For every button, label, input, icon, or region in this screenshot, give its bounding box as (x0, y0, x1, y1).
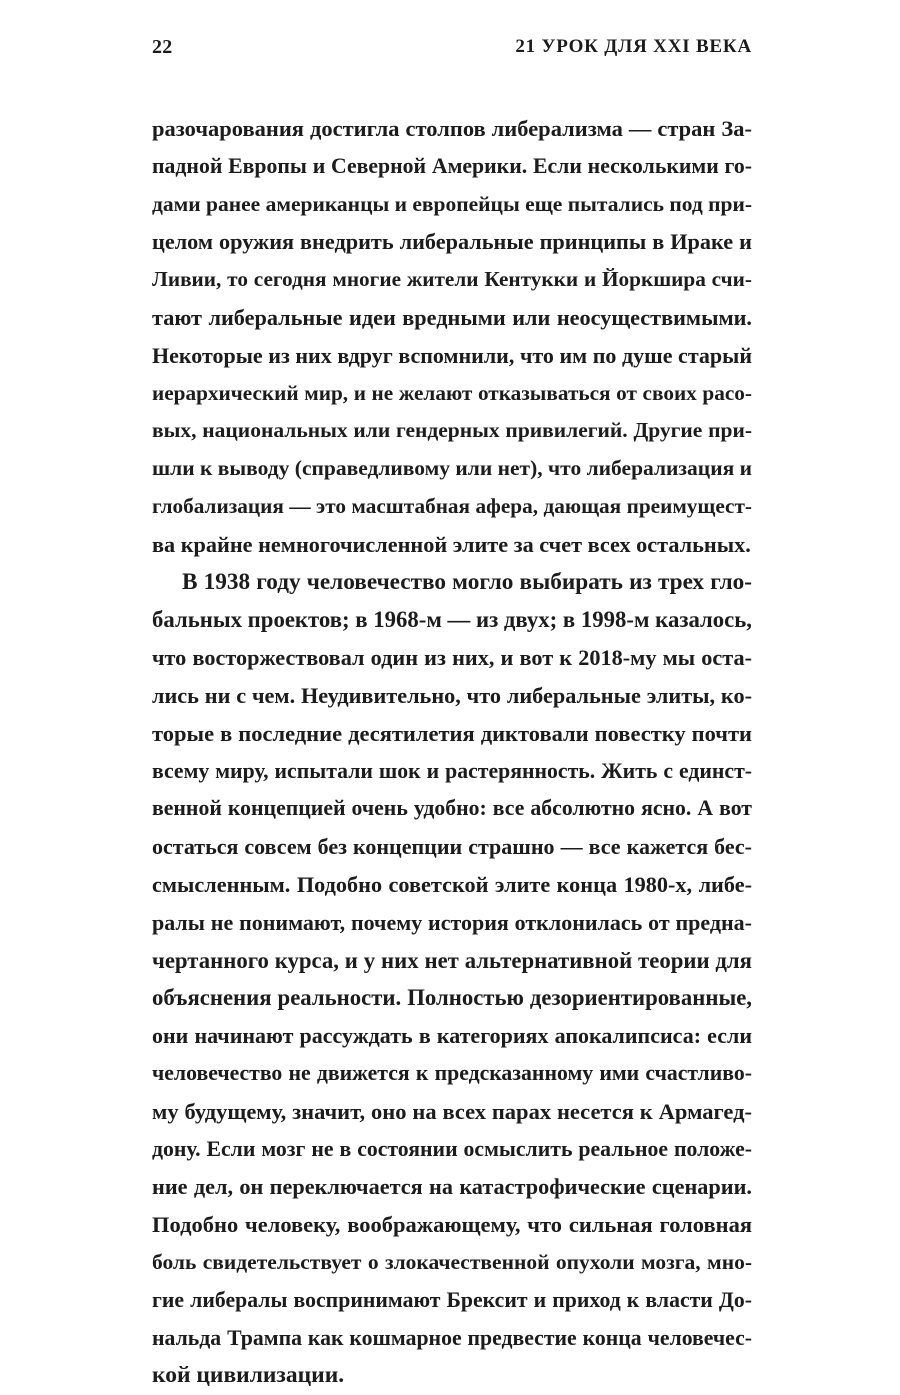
text-line: кой цивилизации. (152, 1362, 345, 1389)
text-line: что восторжествовал один из них, и вот к 2018-му мы оста- (152, 645, 752, 671)
text-line: всему миру, испытали шок и растерянность. Жить с единст- (152, 758, 752, 783)
text-line: глобализация — это масштабная афера, дающая преимущест- (152, 493, 752, 518)
text-line: разочарования достигла столпов либерализма — стран За- (152, 116, 752, 141)
text-line: смысленным. Подобно советской элите конца 1980-х, либе- (152, 871, 752, 897)
text-line: лись ни с чем. Неудивительно, что либеральные элиты, ко- (152, 682, 752, 708)
text-line: ралы не понимают, почему история отклонилась от предна- (152, 909, 752, 935)
text-line: остаться совсем без концепции страшно — все кажется бес- (152, 834, 752, 860)
text-line: человечество не движется к предсказанному ими счастливо- (152, 1060, 752, 1085)
text-line: тают либеральные идеи вредными или неосуществимыми. (152, 304, 752, 330)
running-head (152, 36, 752, 66)
text-line: Подобно человеку, воображающему, что сильная головная (152, 1212, 752, 1238)
text-line: падной Европы и Северной Америки. Если несколькими го- (152, 153, 752, 178)
text-line: венной концепцией очень удобно: все абсолютно ясно. А вот (152, 796, 752, 821)
text-line: ва крайне немногочисленной элите за счет всех остальных. (152, 531, 751, 557)
page-number: 22 (152, 36, 173, 58)
text-line: они начинают рассуждать в категориях апокалипсиса: если (152, 1023, 752, 1049)
book-title: 21 УРОК ДЛЯ XXI ВЕКА (515, 36, 752, 57)
paragraph-2 (152, 564, 752, 1395)
paragraph-1 (152, 110, 752, 564)
text-line: иерархический мир, и не желают отказываться от своих расо- (152, 380, 752, 405)
text-line: Некоторые из них вдруг вспомнили, что им по душе старый (152, 342, 752, 368)
text-line: дами ранее американцы и европейцы еще пытались под при- (152, 191, 753, 216)
text-line: целом оружия внедрить либеральные принципы в Ираке и (152, 229, 752, 255)
text-line: ние дел, он переключается на катастрофические сценарии. (152, 1174, 752, 1200)
text-line: нальда Трампа как кошмарное предвестие конца человечес- (152, 1325, 752, 1350)
text-line: му будущему, значит, оно на всех парах несется к Армагед- (152, 1098, 752, 1124)
text-line: шли к выводу (справедливому или нет), что либерализация и (152, 456, 752, 481)
text-line: объяснения реальности. Полностью дезориентированные, (152, 985, 752, 1011)
text-line: чертанного курса, и у них нет альтернативной теории для (152, 947, 752, 973)
text-line: бальных проектов; в 1968-м — из двух; в 1998-м казалось, (152, 607, 752, 633)
text-line: Ливии, то сегодня многие жители Кентукки и Йоркшира счи- (152, 267, 752, 292)
body-text (152, 110, 752, 1395)
text-line: гие либералы воспринимают Брексит и приход к власти До- (152, 1287, 752, 1312)
text-line: торые в последние десятилетия диктовали повестку почти (152, 720, 752, 746)
text-line: дону. Если мозг не в состоянии осмыслить реальное положе- (152, 1136, 752, 1161)
text-line: вых, национальных или гендерных привилегий. Другие при- (152, 418, 752, 443)
text-line: боль свидетельствует о злокачественной опухоли мозга, мно- (152, 1249, 752, 1274)
text-line: В 1938 году человечество могло выбирать из трех гло- (182, 568, 752, 595)
